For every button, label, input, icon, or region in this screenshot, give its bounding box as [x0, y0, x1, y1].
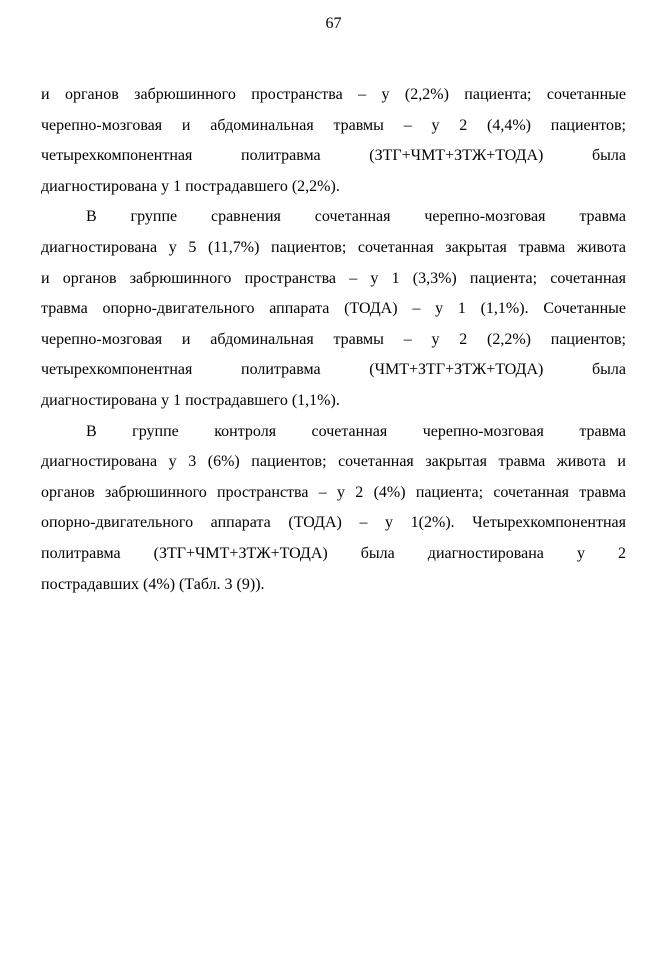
text-line: В группе контроля сочетанная черепно-мозговая травма [86, 422, 626, 440]
text-line: опорно-двигательного аппарата (ТОДА) – у 1(2%). Четырехкомпонентная [41, 514, 626, 532]
paragraph-1 [41, 80, 626, 202]
text-line: диагностирована у 1 пострадавшего (1,1%). [41, 391, 340, 409]
text-line: В группе сравнения сочетанная черепно-мозговая травма [86, 208, 626, 226]
text-line: диагностирована у 5 (11,7%) пациентов; сочетанная закрытая травма живота [41, 238, 626, 256]
text-line: пострадавших (4%) (Табл. 3 (9)). [41, 575, 265, 593]
text-line: и органов забрюшинного пространства – у 1 (3,3%) пациента; сочетанная [41, 269, 626, 287]
text-line: четырехкомпонентная политравма (ЧМТ+ЗТГ+ЗТЖ+ТОДА) была [41, 361, 626, 379]
text-line: и органов забрюшинного пространства – у (2,2%) пациента; сочетанные [41, 86, 626, 103]
document-body [41, 80, 626, 600]
text-line: травма опорно-двигательного аппарата (ТОДА) – у 1 (1,1%). Сочетанные [41, 300, 626, 318]
paragraph-3 [41, 417, 626, 601]
text-line: диагностирована у 3 (6%) пациентов; сочетанная закрытая травма живота и [41, 453, 626, 471]
text-line: черепно-мозговая и абдоминальная травмы – у 2 (4,4%) пациентов; [41, 116, 626, 134]
paragraph-2 [41, 202, 626, 416]
text-line: диагностирована у 1 пострадавшего (2,2%). [41, 177, 340, 195]
page-number: 67 [325, 15, 342, 32]
text-line: черепно-мозговая и абдоминальная травмы – у 2 (2,2%) пациентов; [41, 330, 626, 348]
text-line: политравма (ЗТГ+ЧМТ+ЗТЖ+ТОДА) была диагностирована у 2 [41, 544, 626, 562]
text-line: четырехкомпонентная политравма (ЗТГ+ЧМТ+ЗТЖ+ТОДА) была [41, 147, 626, 165]
text-line: органов забрюшинного пространства – у 2 (4%) пациента; сочетанная травма [41, 483, 626, 501]
